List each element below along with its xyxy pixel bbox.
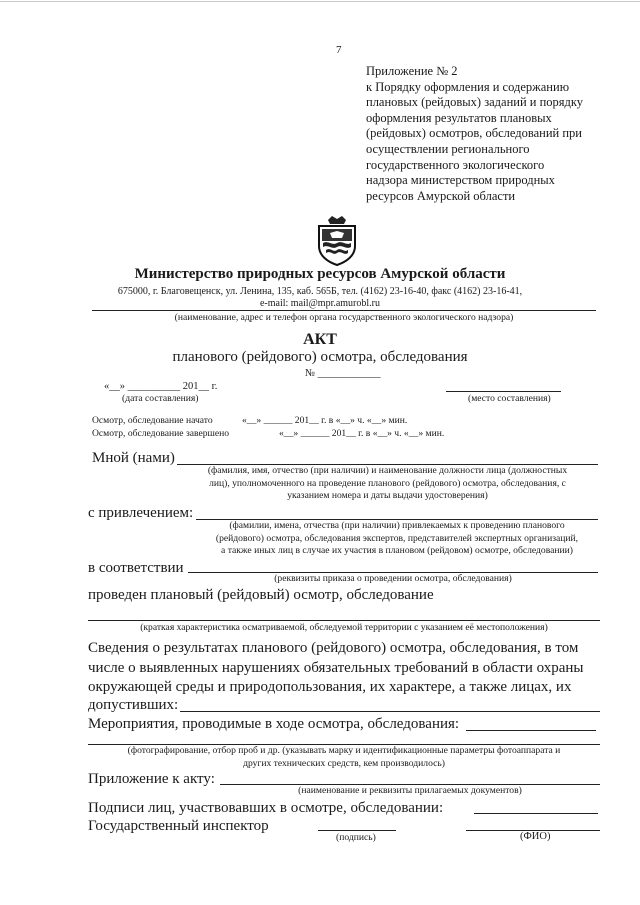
date-line: «__» __________ 201__ г. [104, 381, 218, 392]
name-caption: (ФИО) [520, 831, 551, 842]
appendix-line: осуществлении регионального [366, 141, 530, 156]
appendix-line: надзора министерством природных [366, 173, 555, 188]
measures-caption [80, 745, 608, 770]
involving-caption [186, 520, 608, 558]
caption-line: (рейдового) осмотра, обследования экспертов, представителей экспертных организаций, [215, 532, 579, 544]
by-us-caption [177, 465, 598, 503]
ministry-address: 675000, г. Благовещенск, ул. Ленина, 135, каб. 565Б, тел. (4162) 23-16-40, факс (4162) 23-16-41, [117, 286, 523, 297]
inspection-finished-label: Осмотр, обследование завершено [92, 428, 230, 439]
involving-label: с привлечением: [88, 505, 194, 521]
caption-line: лиц), уполномоченного на проведение планового (рейдового) осмотра, обследования, с [209, 477, 566, 489]
place-line [446, 391, 561, 392]
inspector-label: Государственный инспектор [88, 818, 269, 834]
caption-line: указанием номера и даты выдачи удостоверения) [287, 490, 488, 502]
signature-line [318, 830, 396, 831]
by-us-label: Мной (нами) [92, 450, 175, 466]
accordance-caption: (реквизиты приказа о проведении осмотра, обследования) [274, 573, 512, 584]
conducted-label: проведен плановый (рейдовый) осмотр, обследование [88, 587, 434, 603]
appendix-line: государственного экологического [366, 157, 545, 172]
inspection-finished-date: «__» ______ 201__ г. в «__» ч. «__» мин. [279, 428, 445, 439]
place-caption: (место составления) [468, 393, 551, 404]
page-number: 7 [336, 44, 342, 56]
act-title: АКТ [303, 331, 337, 348]
ministry-email: e-mail: mail@mpr.amurobl.ru [259, 298, 380, 309]
act-number: № ____________ [305, 368, 381, 379]
results-line: допустивших: [88, 697, 179, 713]
signatures-fill-line [474, 813, 598, 814]
header-rule [92, 310, 596, 311]
signature-caption: (подпись) [336, 832, 376, 843]
attachment-label: Приложение к акту: [88, 771, 215, 787]
attachment-caption: (наименование и реквизиты прилагаемых документов) [298, 785, 522, 796]
caption-line: (фотографирование, отбор проб и др. (указывать марку и идентификационные параметры фотоаппарата и [127, 745, 561, 756]
conducted-line [88, 620, 600, 621]
inspection-started-label: Осмотр, обследование начато [92, 415, 213, 426]
accordance-label: в соответствии [88, 560, 184, 576]
appendix-line: плановых (рейдовых) заданий и порядку [366, 95, 584, 110]
date-caption: (дата составления) [122, 393, 199, 404]
appendix-line: (рейдовых) осмотров, обследований при [366, 126, 582, 141]
amur-region-coat-of-arms-icon [314, 214, 360, 266]
appendix-block [366, 64, 616, 204]
ministry-name: Министерство природных ресурсов Амурской области [134, 266, 506, 282]
caption-line: других технических средств, кем производилось) [243, 757, 445, 769]
caption-line: (фамилия, имя, отчество (при наличии) и наименование должности лица (должностных [207, 465, 568, 476]
appendix-line: ресурсов Амурской области [366, 188, 516, 203]
appendix-line: к Порядку оформления и содержанию [366, 79, 570, 94]
appendix-line: оформления результатов плановых [366, 110, 552, 125]
conducted-caption: (краткая характеристика осматриваемой, обследуемой территории с указанием её местоположения) [140, 622, 548, 633]
caption-line: а также иных лиц в случае их участия в плановом (рейдовом) осмотре, обследовании) [221, 545, 573, 557]
measures-fill-line [466, 730, 596, 731]
results-line: Сведения о результатах планового (рейдового) осмотра, обследования, в том [88, 640, 579, 656]
measures-label: Мероприятия, проводимые в ходе осмотра, обследования: [88, 716, 460, 732]
inspection-started-date: «__» ______ 201__ г. в «__» ч. «__» мин. [242, 415, 408, 426]
caption-line: (фамилии, имена, отчества (при наличии) привлекаемых к проведению планового [229, 520, 565, 531]
signatures-label: Подписи лиц, участвовавших в осмотре, обследовании: [88, 800, 444, 816]
results-line: числе о выявленных нарушениях обязательных требований в области охраны [88, 660, 584, 676]
ministry-caption: (наименование, адрес и телефон органа государственного экологического надзора) [174, 312, 514, 323]
results-fill-line [180, 711, 600, 712]
appendix-line: Приложение № 2 [366, 64, 458, 78]
results-line: окружающей среды и природопользования, их характере, а также лицах, их [88, 679, 572, 695]
act-subtitle: планового (рейдового) осмотра, обследования [172, 349, 468, 365]
scan-edge [0, 1, 640, 2]
